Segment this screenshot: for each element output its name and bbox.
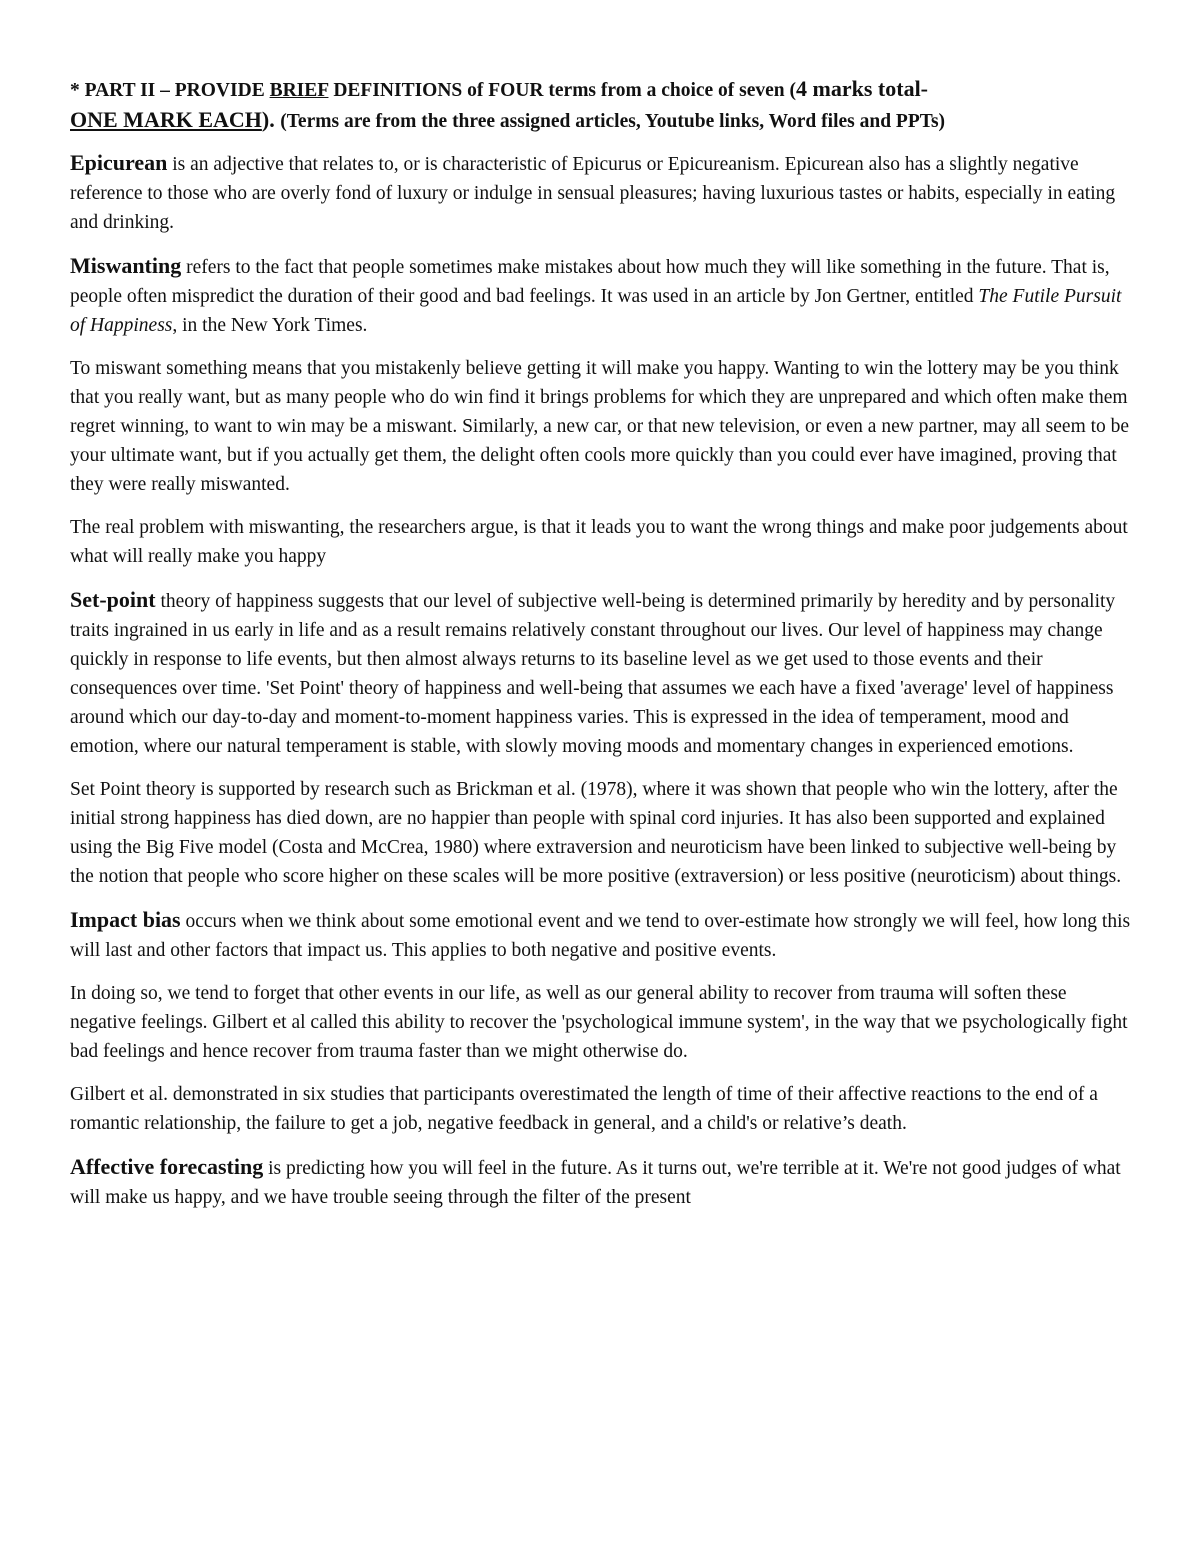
term-set-point: Set-point — [70, 587, 156, 612]
heading-close: ). — [261, 107, 281, 132]
term-epicurean: Epicurean — [70, 150, 168, 175]
document-page — [70, 74, 1132, 1226]
definition-miswanting — [70, 251, 1132, 340]
heading-brief-underlined: BRIEF — [269, 80, 329, 101]
definition-set-point — [70, 585, 1132, 761]
heading-marks-total: 4 marks total- — [796, 76, 929, 101]
impact-bias-paragraph-3: Gilbert et al. demonstrated in six studies that participants overestimated the length of time of their affective reactions to the end of a romantic relationship, the failure to get a job, negative feedback in general, and a child's or relative’s death. — [70, 1084, 1098, 1134]
heading-intro: * PART II – PROVIDE — [70, 80, 270, 101]
set-point-paragraph-2: Set Point theory is supported by research such as Brickman et al. (1978), where it was shown that people who win the lottery, after the initial strong happiness has died down, are no happier than people with spinal cord injuries. It has also been supported and explained using the Big Five model (Costa and McCrea, 1980) where extraversion and neuroticism have been linked to subjective well-being by the notion that people who score higher on these scales will be more positive (extraversion) or less positive (neuroticism) about things. — [70, 779, 1122, 887]
miswanting-text-b: , in the New York Times. — [172, 315, 368, 336]
impact-bias-text: occurs when we think about some emotional event and we tend to over-estimate how strongly we will feel, how long this will last and other factors that impact us. This applies to both negative and positive events. — [70, 911, 1131, 961]
heading-one-mark-each: ONE MARK EACH — [70, 107, 262, 132]
article-title: The Futile Pursuit of Happiness — [70, 286, 1122, 336]
term-impact-bias: Impact bias — [70, 907, 181, 932]
part-heading — [70, 74, 1132, 136]
definition-epicurean — [70, 148, 1132, 237]
affective-forecasting-text: is predicting how you will feel in the future. As it turns out, we're terrible at it. We're not good judges of what will make us happy, and we have trouble seeing through the filter of the present — [70, 1158, 1121, 1208]
definition-affective-forecasting — [70, 1152, 1132, 1212]
epicurean-text: is an adjective that relates to, or is characteristic of Epicurus or Epicureanism. Epicurean also has a slightly negative reference to those who are overly fond of luxury or indulge in sensual pleasures; having luxurious tastes or habits, especially in eating and drinking. — [70, 154, 1116, 233]
miswanting-text-a: refers to the fact that people sometimes make mistakes about how much they will like something in the future. That is, people often mispredict the duration of their good and bad feelings. It was used in an article by Jon Gertner, entitled — [70, 257, 1110, 307]
set-point-text: theory of happiness suggests that our level of subjective well-being is determined primarily by heredity and by personality traits ingrained in us early in life and as a result remains relatively constant throughout our lives. Our level of happiness may change quickly in response to life events, but then almost always returns to its baseline level as we get used to those events and their consequences over time. 'Set Point' theory of happiness and well-being that assumes we each have a fixed 'average' level of happiness around which our day-to-day and moment-to-moment happiness varies. This is expressed in the idea of temperament, mood and emotion, where our natural temperament is stable, with slowly moving moods and momentary changes in experienced emotions. — [70, 591, 1116, 757]
miswanting-paragraph-2: To miswant something means that you mistakenly believe getting it will make you happy. Wanting to win the lottery may be you think that you really want, but as many people who do win find it brings problems for which they are unprepared and which often make them regret winning, to want to win may be a miswant. Similarly, a new car, or that new television, or even a new partner, may all seem to be your ultimate want, but if you actually get them, the delight often cools more quickly than you could ever have imagined, proving that they were really miswanted. — [70, 358, 1130, 495]
term-miswanting: Miswanting — [70, 253, 182, 278]
definition-impact-bias — [70, 905, 1132, 965]
heading-terms-note: (Terms are from the three assigned articles, Youtube links, Word files and PPTs) — [280, 111, 946, 132]
heading-definitions-text: DEFINITIONS of FOUR terms from a choice of seven ( — [328, 80, 797, 101]
miswanting-paragraph-3: The real problem with miswanting, the researchers argue, is that it leads you to want the wrong things and make poor judgements about what will really make you happy — [70, 517, 1128, 567]
term-affective-forecasting: Affective forecasting — [70, 1154, 264, 1179]
impact-bias-paragraph-2: In doing so, we tend to forget that other events in our life, as well as our general ability to recover from trauma will soften these negative feelings. Gilbert et al called this ability to recover the 'psychological immune system', in the way that we psychologically fight bad feelings and hence recover from trauma faster than we might otherwise do. — [70, 983, 1128, 1062]
